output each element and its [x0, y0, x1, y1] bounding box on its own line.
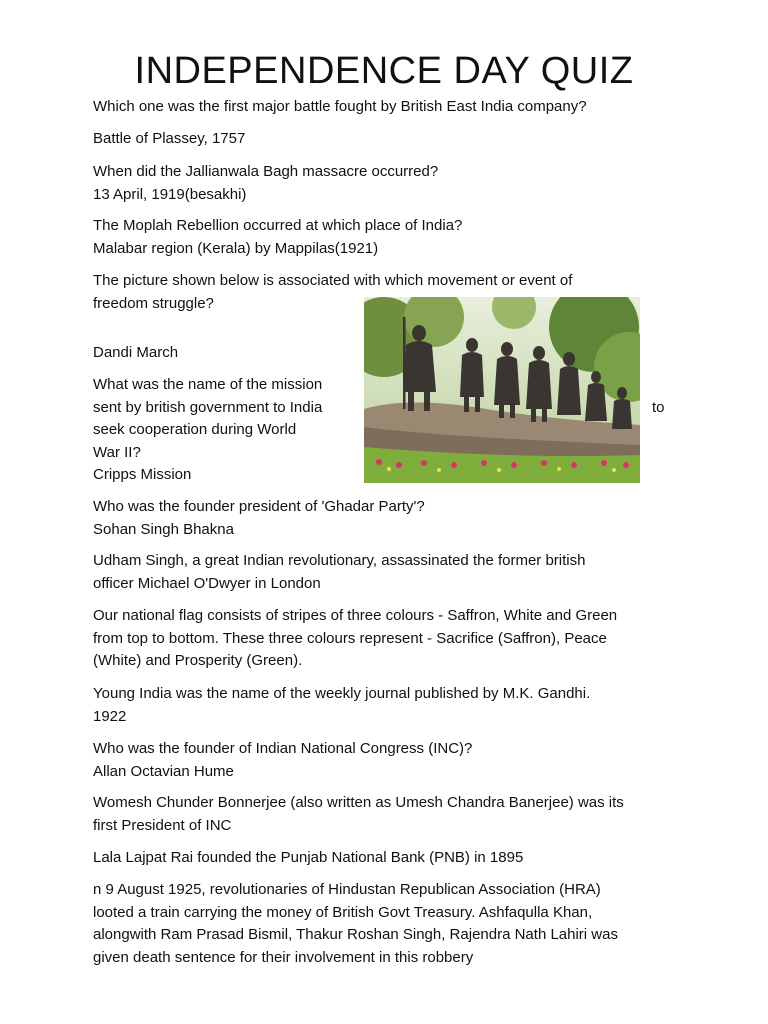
question-mission: What was the name of the mission sent by british government to India seek cooperation during World War II? Cripps Mission	[93, 376, 323, 483]
page-title: INDEPENDENCE DAY QUIZ	[134, 50, 634, 92]
question-first-battle: Which one was the first major battle fought by British East India company?	[93, 98, 587, 115]
question-picture: The picture shown below is associated with which movement or event of freedom struggle?	[93, 272, 573, 312]
fact-kakori: n 9 August 1925, revolutionaries of Hindustan Republican Association (HRA) looted a train carrying the money of British Govt Treasury. Ashfaqulla Khan, alongwith Ram Prasad Bismil, Thakur Roshan Singh, Rajendra Nath Lahiri was given death sentence for their involvement in this robbery	[93, 881, 618, 966]
fact-young-india: Young India was the name of the weekly journal published by M.K. Gandhi. 1922	[93, 685, 591, 725]
answer-first-battle: Battle of Plassey, 1757	[93, 130, 246, 147]
question-jallianwala: When did the Jallianwala Bagh massacre occurred? 13 April, 1919(besakhi)	[93, 163, 439, 203]
question-ghadar-party: Who was the founder president of 'Ghadar Party'? Sohan Singh Bhakna	[93, 498, 425, 538]
answer-dandi-march: Dandi March	[93, 344, 179, 361]
fact-national-flag: Our national flag consists of stripes of three colours - Saffron, White and Green from top to bottom. These three colours represent - Sacrifice (Saffron), Peace (White) and Prosperity (Green).	[93, 607, 618, 669]
question-mission-to: to	[652, 399, 665, 416]
fact-pnb: Lala Lajpat Rai founded the Punjab National Bank (PNB) in 1895	[93, 849, 524, 866]
fact-inc-president: Womesh Chunder Bonnerjee (also written as Umesh Chandra Banerjee) was its first President of INC	[93, 794, 624, 834]
dandi-march-sculpture-photo	[364, 297, 640, 483]
question-inc-founder: Who was the founder of Indian National Congress (INC)? Allan Octavian Hume	[93, 740, 473, 780]
question-moplah: The Moplah Rebellion occurred at which place of India? Malabar region (Kerala) by Mappilas(1921)	[93, 217, 463, 257]
fact-udham-singh: Udham Singh, a great Indian revolutionary, assassinated the former british officer Michael O'Dwyer in London	[93, 552, 586, 592]
